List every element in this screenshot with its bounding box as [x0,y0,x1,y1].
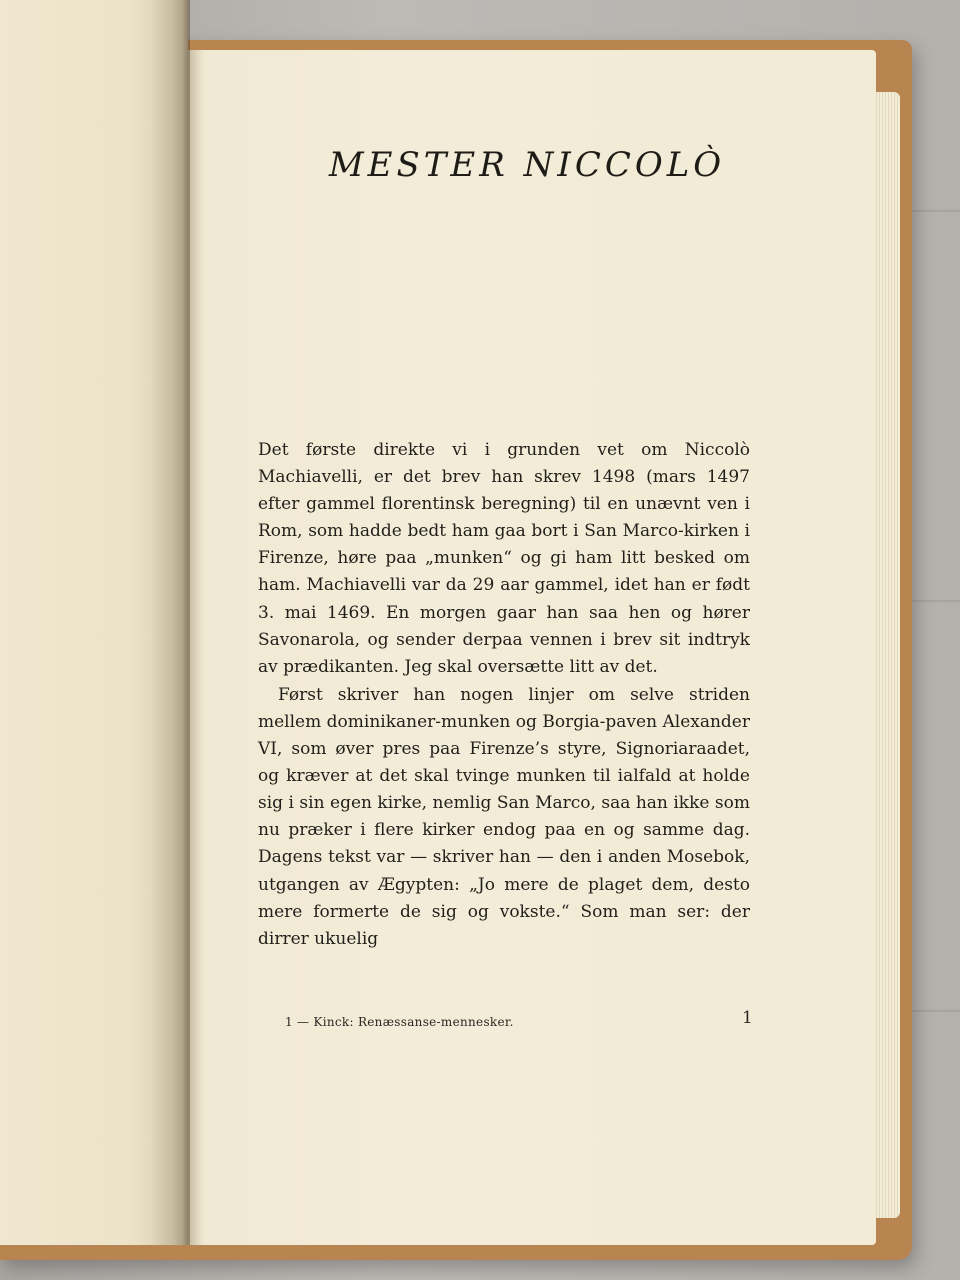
footer-signature: 1 — Kinck: Renæssanse-mennesker. [285,1015,514,1029]
chapter-title: MESTER NICCOLÒ [328,145,726,185]
left-page-curl [150,0,190,1245]
paragraph-2: Først skriver han nogen linjer om selve striden mellem dominikaner-munken og Borgia-paven Alexander VI, som øver pres paa Firenze’s styre, Signoriaraadet, og kræver at det skal tvinge munken til ialfald at holde sig i sin egen kirke, nemlig San Marco, saa han ikke som nu præker i flere kirker endog paa en og samme dag. Dagens tekst var — skriver han — den i anden Mosebok, utgangen av Ægypten: „Jo mere de plaget dem, desto mere formerte de sig og vokste.“ Som man ser: der dirrer ukuelig [258,684,750,949]
paragraph-1: Det første direkte vi i grunden vet om Niccolò Machiavelli, er det brev han skrev 1498 (mars 1497 efter gammel florentinsk beregning) til en unævnt ven i Rom, som hadde bedt ham gaa bort i San Marco-kirken i Firenze, høre paa „munken“ og gi ham litt besked om ham. Machiavelli var da 29 aar gammel, idet han er født 3. mai 1469. En morgen gaar han saa hen og hører Savonarola, og sender derpaa vennen i brev sit indtryk av prædikanten. Jeg skal oversætte litt av det. [258,440,750,677]
page-number: 1 [742,1008,753,1028]
body-text [258,437,750,953]
